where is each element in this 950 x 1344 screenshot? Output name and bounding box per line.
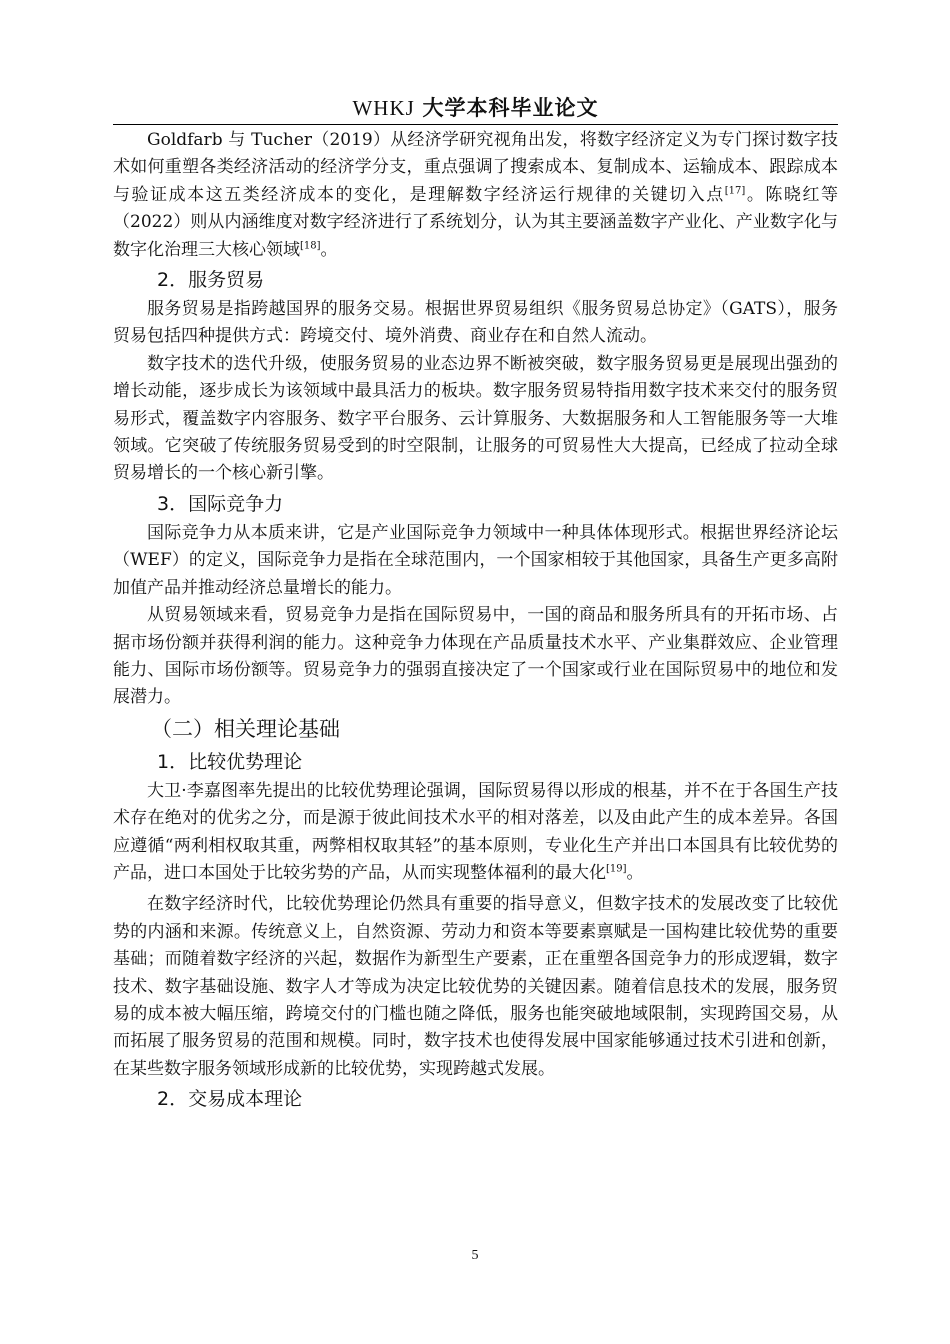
paragraph-digital-era-advantage: 在数字经济时代，比较优势理论仍然具有重要的指导意义，但数字技术的发展改变了比较优势的内涵和来源。传统意义上，自然资源、劳动力和资本等要素禀赋是一国构建比较优势的重要基础；而随着数字经济的兴起，数据作为新型生产要素，正在重塑各国竞争力的形成逻辑，数字技术、数字基础设施、数字人才等成为决定比较优势的关键因素。随着信息技术的发展，服务贸易的成本被大幅压缩，跨境交付的门槛也随之降低，服务也能突破地域限制，实现跨国交易，从而拓展了服务贸易的范围和规模。同时，数字技术也使得发展中国家能够通过技术引进和创新，在某些数字服务领域形成新的比较优势，实现跨越式发展。 (113, 894, 838, 1079)
paragraph-digital-service-trade: 数字技术的迭代升级，使服务贸易的业态边界不断被突破，数字服务贸易更是展现出强劲的增长动能，逐步成长为该领域中最具活力的板块。数字服务贸易特指用数字技术来交付的服务贸易形式，覆盖数字内容服务、数字平台服务、云计算服务、大数据服务和人工智能服务等一大堆领域。它突破了传统服务贸易受到的时空限制，让服务的可贸易性大大提高，已经成了拉动全球贸易增长的一个核心新引擎。 (113, 353, 838, 484)
page-number: 5 (471, 1248, 479, 1263)
paragraph-text: Goldfarb 与 Tucher（2019）从经济学研究视角出发，将数字经济定义为专门探讨数字技术如何重塑各类经济活动的经济学分支，重点强调了搜索成本、复制成本、运输成本、跟踪成本与验证成本这五类经济成本的变化，是理解数字经济运行规律的关键切入点 (113, 130, 838, 205)
paragraph-trade-competitiveness: 从贸易领域来看，贸易竞争力是指在国际贸易中，一国的商品和服务所具有的开拓市场、占据市场份额并获得利润的能力。这种竞争力体现在产品质量技术水平、产业集群效应、企业管理能力、国际市场份额等。贸易竞争力的强弱直接决定了一个国家或行业在国际贸易中的地位和发展潜力。 (113, 605, 838, 708)
header-rule (113, 124, 838, 125)
header-brand: WHKJ (352, 96, 415, 120)
paragraph-service-trade-definition: 服务贸易是指跨越国界的服务交易。根据世界贸易组织《服务贸易总协定》（GATS），服务贸易包括四种提供方式：跨境交付、境外消费、商业存在和自然人流动。 (113, 299, 838, 347)
paragraph-text: 。陈晓红等（2022）则从内涵维度对数字经济进行了系统划分，认为其主要涵盖数字产业化、产业数字化与数字化治理三大核心领域 (113, 184, 839, 260)
heading-related-theory: （二）相关理论基础 (151, 716, 340, 741)
header-title: 大学本科毕业论文 (422, 96, 599, 120)
paragraph-text: 。 (320, 239, 338, 260)
paragraph-text: 。 (626, 862, 644, 883)
paragraph-ricardo-theory (113, 778, 838, 888)
heading-comparative-advantage: 1．比较优势理论 (157, 750, 303, 773)
paragraph-digital-economy-definition (113, 127, 838, 264)
citation-19[interactable]: [19] (606, 863, 627, 875)
citation-17[interactable]: [17] (724, 185, 746, 197)
heading-international-competitiveness: 3．国际竞争力 (157, 492, 284, 515)
page-header (113, 92, 838, 122)
paragraph-competitiveness-definition: 国际竞争力从本质来讲，它是产业国际竞争力领域中一种具体体现形式。根据世界经济论坛（WEF）的定义，国际竞争力是指在全球范围内，一个国家相较于其他国家，具备生产更多高附加值产品并推动经济总量增长的能力。 (113, 522, 838, 598)
heading-transaction-cost: 2．交易成本理论 (157, 1088, 303, 1111)
heading-service-trade: 2．服务贸易 (157, 269, 265, 292)
citation-18[interactable]: [18] (300, 239, 321, 251)
paragraph-text: 大卫·李嘉图率先提出的比较优势理论强调，国际贸易得以形成的根基，并不在于各国生产技术存在绝对的优劣之分，而是源于彼此间技术水平的相对落差，以及由此产生的成本差异。各国应遵循“两利相权取其重，两弊相权取其轻”的基本原则，专业化生产并出口本国具有比较优势的产品，进口本国处于比较劣势的产品，从而实现整体福利的最大化 (113, 780, 838, 883)
page-body (113, 127, 838, 1115)
